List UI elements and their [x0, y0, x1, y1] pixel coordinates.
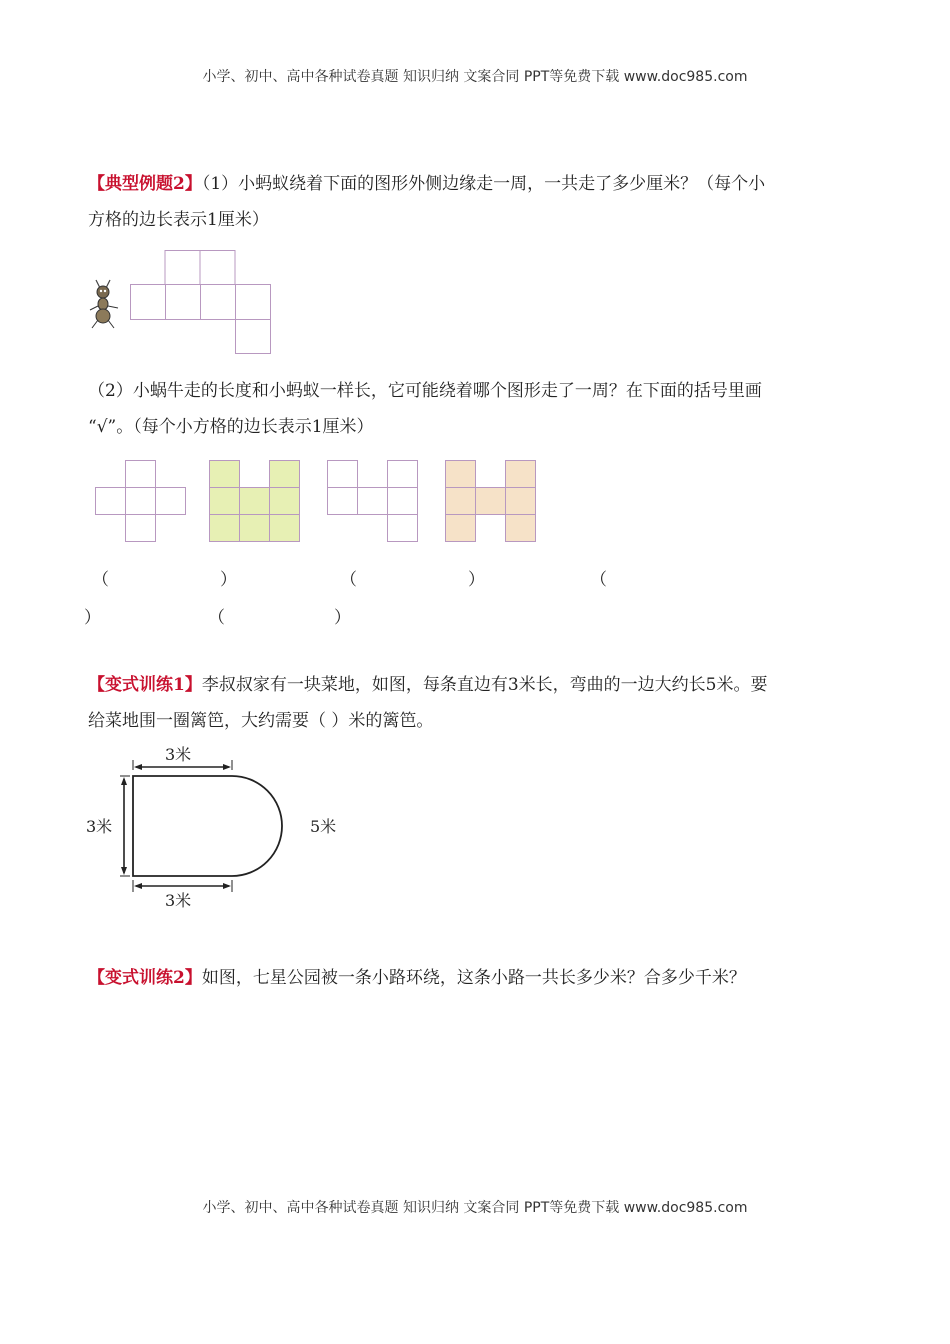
dim-label-bottom: 3米 [165, 891, 192, 910]
answer-paren-b-close: ） [468, 570, 485, 590]
page-footer: 小学、初中、高中各种试卷真题 知识归纳 文案合同 PPT等免费下载 www.doc985.com [202, 1200, 748, 1216]
answer-paren-b-open: （ [340, 570, 357, 590]
plot-outline [133, 776, 282, 876]
example2-q1-line2: 方格的边长表示1厘米） [88, 210, 269, 230]
example2-q1 [88, 166, 868, 238]
practice1-line1: 李叔叔家有一块菜地，如图，每条直边有3米长，弯曲的一边大约长5米。要 [201, 675, 768, 695]
answer-paren-d-open: （ [208, 608, 225, 628]
practice1-tag: 【变式训练1】 [88, 675, 202, 695]
answer-paren-d-close: ） [334, 608, 351, 628]
vegetable-plot-diagram [80, 740, 360, 915]
example2-q2 [88, 373, 868, 445]
example2-figure1 [130, 250, 275, 356]
practice2-question [88, 960, 868, 996]
example2-q2-line2: “√”。（每个小方格的边长表示1厘米） [88, 417, 374, 437]
practice2-line1: 如图，七星公园被一条小路环绕，这条小路一共长多少米？合多少千米？ [201, 968, 746, 988]
example2-tag: 【典型例题2】 [88, 174, 202, 194]
answer-paren-c-close: ） [84, 608, 101, 628]
option-figure-c [327, 460, 419, 542]
option-figure-b [209, 460, 301, 542]
option-figure-a [95, 460, 187, 542]
ant-icon [88, 280, 124, 330]
option-figure-d [445, 460, 537, 542]
dim-label-top: 3米 [165, 745, 192, 764]
practice1-question [88, 667, 868, 739]
answer-paren-c-open: （ [590, 570, 607, 590]
example2-q1-line1: （1）小蚂蚁绕着下面的图形外侧边缘走一周，一共走了多少厘米？（每个小 [201, 174, 766, 194]
example2-q2-line1: （2）小蜗牛走的长度和小蚂蚁一样长，它可能绕着哪个图形走了一周？在下面的括号里画 [88, 381, 762, 401]
dim-label-left: 3米 [86, 817, 113, 836]
dim-label-right: 5米 [310, 817, 337, 836]
answer-paren-a-close: ） [220, 570, 237, 590]
practice1-line2: 给菜地围一圈篱笆，大约需要（ ）米的篱笆。 [88, 711, 434, 731]
answer-paren-a-open: （ [92, 570, 109, 590]
page-header: 小学、初中、高中各种试卷真题 知识归纳 文案合同 PPT等免费下载 www.doc985.com [202, 69, 748, 85]
practice2-tag: 【变式训练2】 [88, 968, 202, 988]
